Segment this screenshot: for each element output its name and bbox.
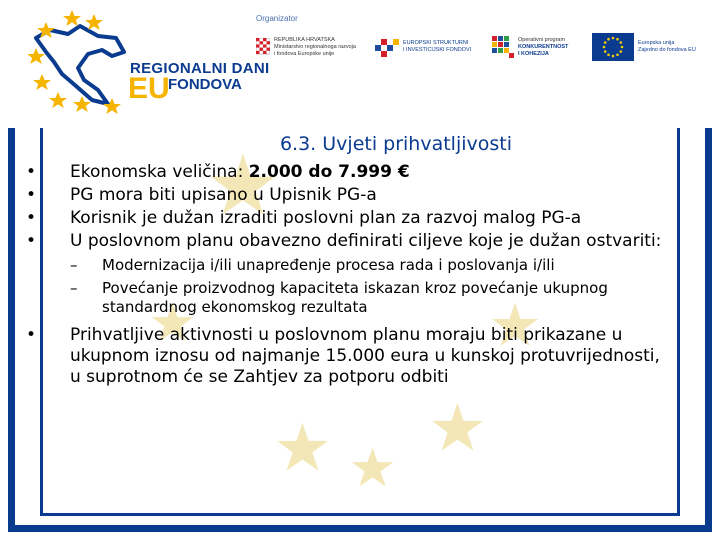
konk-line3: I KOHEZIJA	[518, 50, 549, 57]
bullet-text: Ekonomska veličina:	[70, 162, 249, 182]
slide-title	[0, 130, 720, 158]
bullet-item	[20, 185, 670, 206]
bullet-item	[20, 162, 670, 183]
logo-title-line1: REGIONALNI DANI	[130, 60, 270, 77]
logo-title-line2: FONDOVA	[168, 76, 242, 93]
partner-eu	[592, 32, 696, 62]
konk-line1: Operativni program	[518, 36, 566, 43]
fondovi-line1: EUROPSKI STRUKTURNI	[403, 40, 469, 46]
sub-bullet-list	[70, 256, 670, 317]
bullet-text: U poslovnom planu obavezno definirati ciljeve koje je dužan ostvariti:	[70, 231, 662, 251]
croatian-coat-of-arms-icon	[256, 38, 270, 56]
bullet-text: Prihvatljive aktivnosti u poslovnom planu moraju biti prikazane u ukupnom iznosu od najmanje 15.000 eura u kunskoj protuvrijednosti, u suprotnom će se Zahtjev za potporu odbiti	[70, 325, 660, 387]
eu-flag-icon	[592, 33, 634, 61]
organizer-label: Organizator	[256, 14, 298, 23]
ministry-line1: REPUBLIKA HRVATSKA	[274, 36, 335, 43]
bullet-bold-value: 2.000 do 7.999 €	[248, 162, 410, 182]
sub-bullet-item	[70, 279, 670, 317]
regionalni-dani-logo	[28, 8, 270, 120]
fondovi-line2: I INVESTICIJSKI FONDOVI	[403, 47, 472, 53]
fondovi-logo-icon	[375, 37, 399, 57]
slide-title-text: 6.3. Uvjeti prihvatljivosti	[279, 133, 513, 155]
bullet-item	[20, 208, 670, 229]
partner-esi-fondovi	[375, 32, 471, 62]
watermark-star-icon	[275, 420, 330, 475]
eu-line2: Zajedno do fondova EU	[638, 47, 696, 53]
konkurentnost-logo-icon	[492, 36, 514, 58]
watermark-star-icon	[430, 400, 485, 455]
ministry-line3: i fondova Europske unije	[274, 50, 335, 57]
konk-line2: KONKURENTNOST	[518, 43, 569, 50]
bullet-text: PG mora biti upisano u Upisnik PG-a	[70, 185, 377, 205]
eu-line1: Europska unija	[638, 40, 675, 46]
sub-bullet-item	[70, 256, 670, 275]
sub-bullet-text: Modernizacija i/ili unapređenje procesa rada i poslovanja i/ili	[102, 256, 555, 274]
partner-konkurentnost	[492, 32, 568, 62]
bullet-list	[20, 162, 670, 390]
watermark-star-icon	[350, 445, 395, 490]
sub-bullet-text: Povećanje proizvodnog kapaciteta iskazan kroz povećanje ukupnog standardnog ekonomskog rezultata	[102, 279, 608, 316]
logo-eu: EU	[128, 72, 170, 105]
bullet-item	[20, 231, 670, 317]
bullet-text: Korisnik je dužan izraditi poslovni plan za razvoj malog PG-a	[70, 208, 582, 228]
ministry-line2: Ministarstvo regionalnoga razvoja	[274, 43, 356, 50]
bullet-item	[20, 325, 670, 388]
partner-ministry	[256, 32, 356, 62]
